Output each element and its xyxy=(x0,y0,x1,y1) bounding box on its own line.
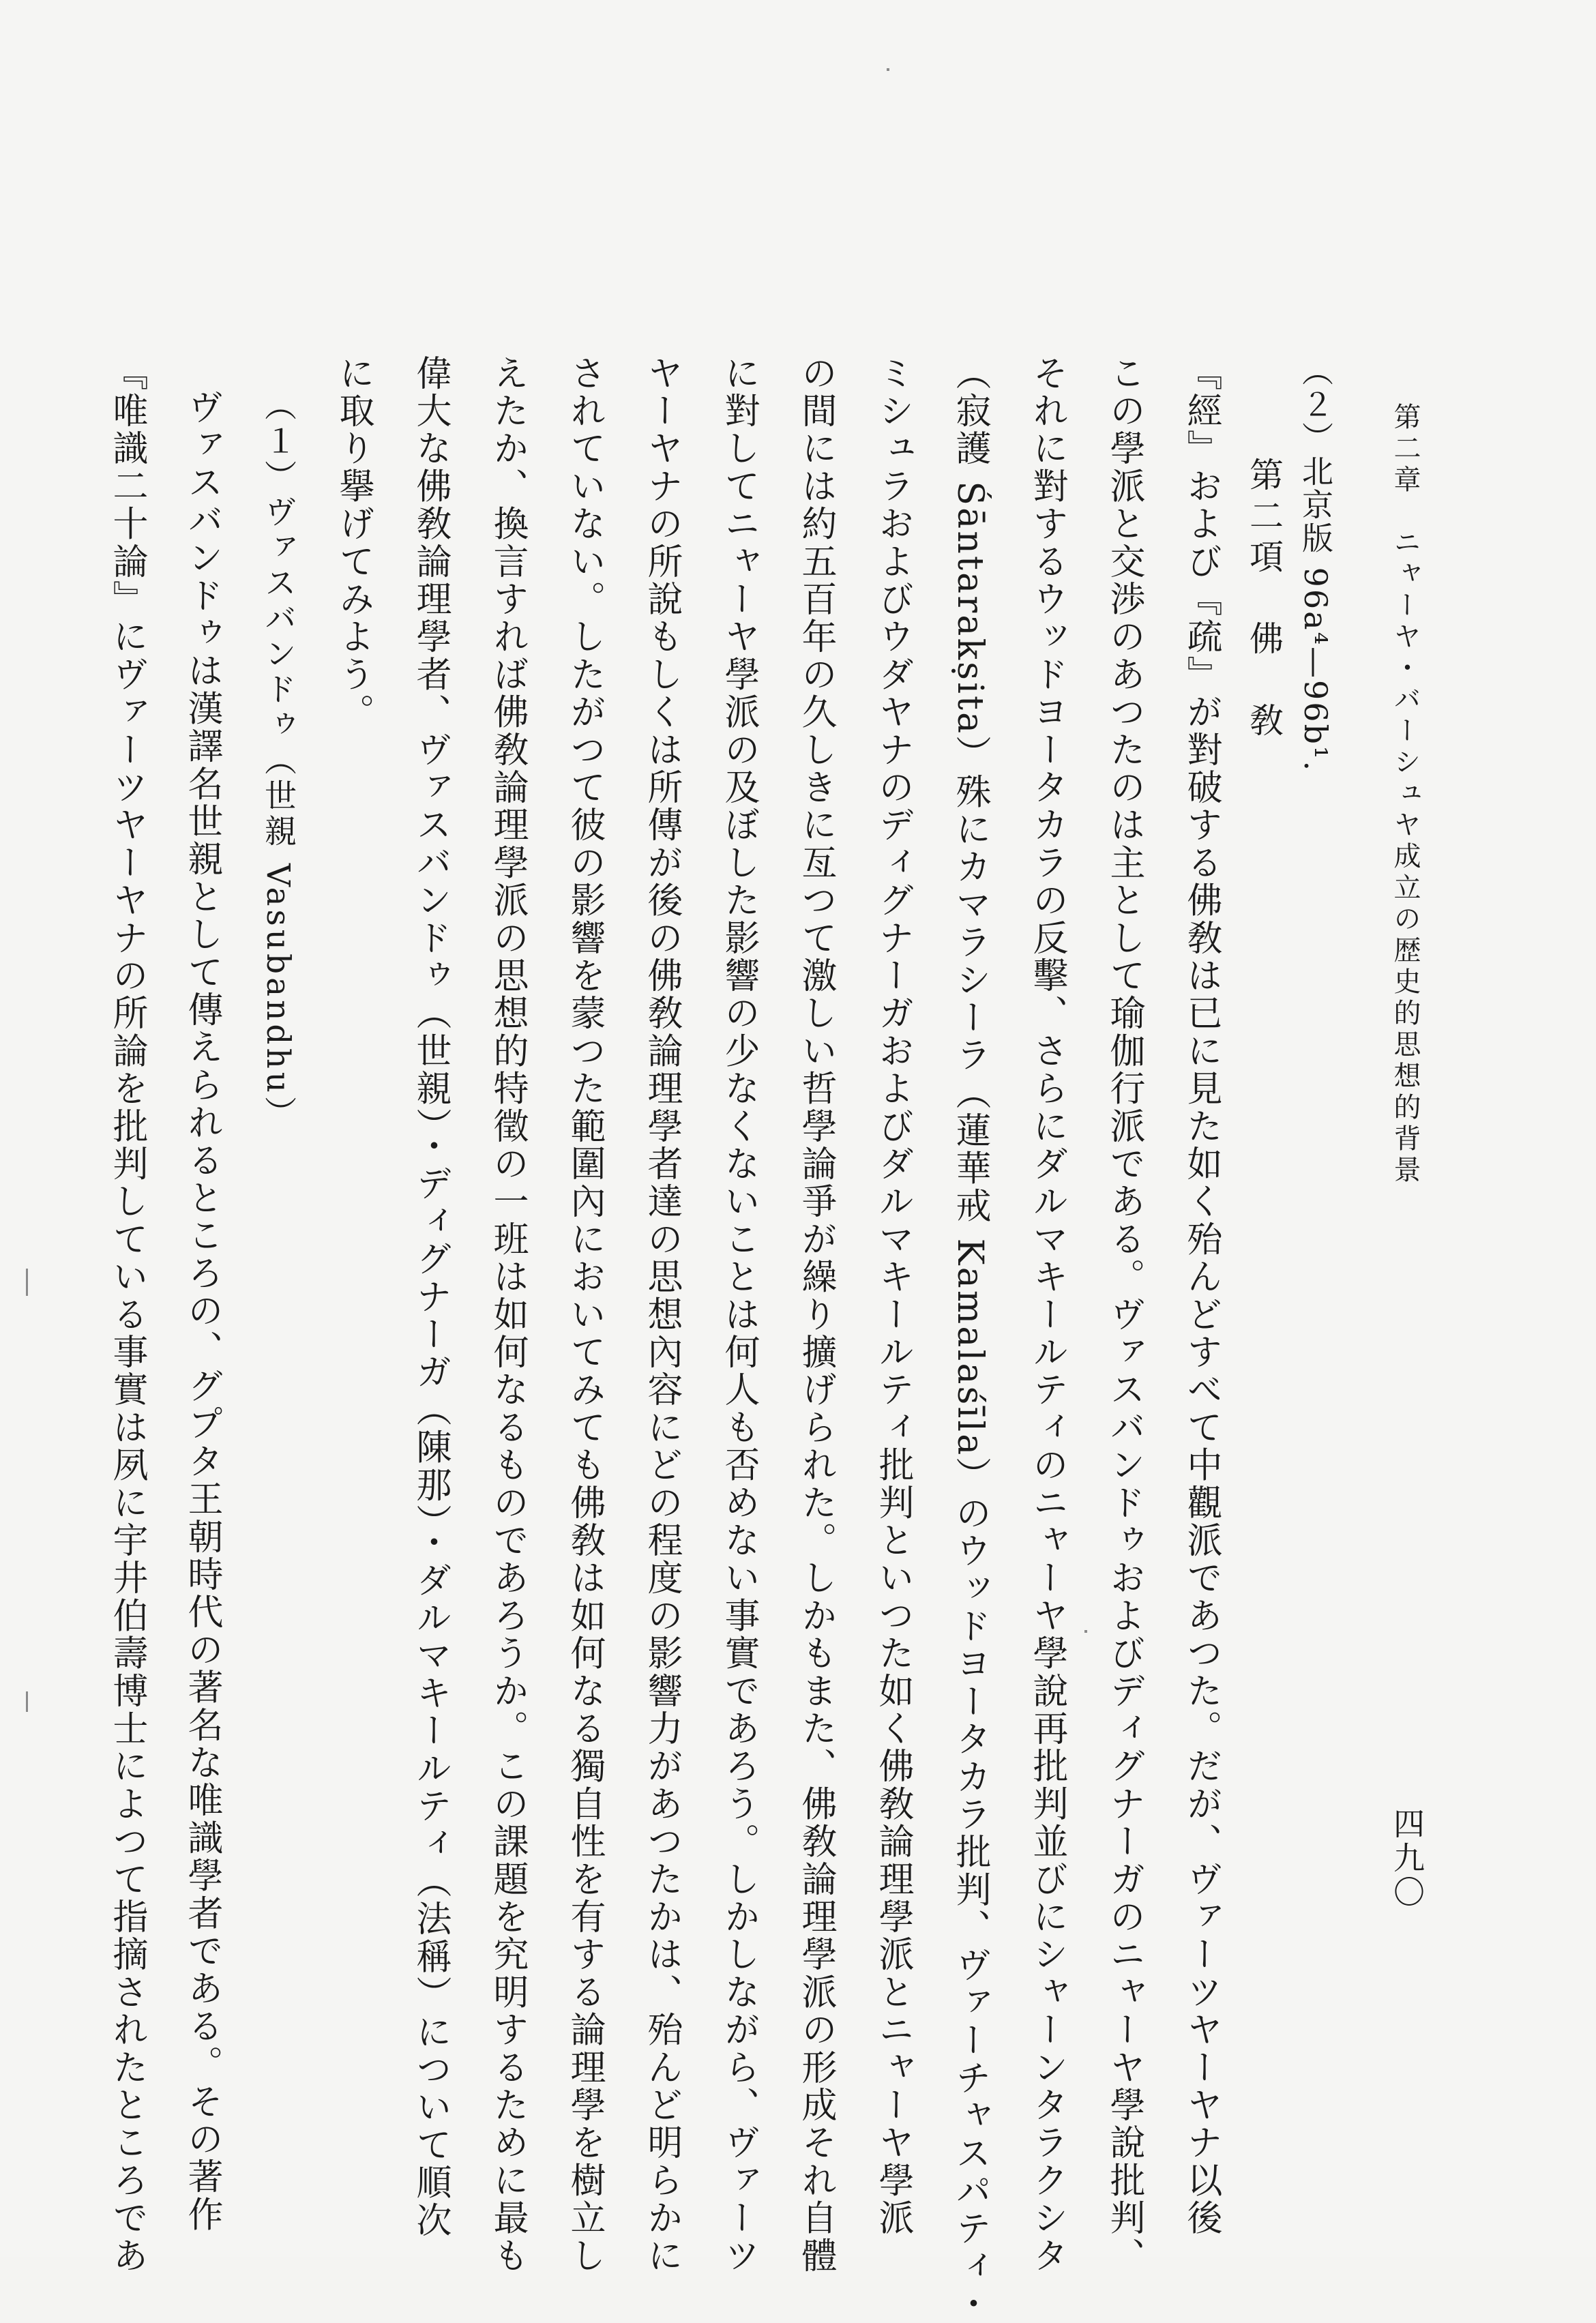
body-line: に取り擧げてみよう。 xyxy=(333,355,374,731)
body-line: の間には約五百年の久しきに亙つて激しい哲學論爭が繰り擴げられた。しかもまた、佛敎論理學派の形成それ自體 xyxy=(795,355,836,2275)
body-line: されていない。したがつて彼の影響を蒙つた範圍內においてみても佛敎は如何なる獨自性を有する論理學を樹立し xyxy=(564,355,605,2275)
body-line: 『經』および『疏』が對破する佛敎は已に見た如く殆んどすべて中觀派であつた。だが、ヴァーツヤーヤナ以後 xyxy=(1181,355,1222,2237)
body-line: ミシュラおよびウダヤナのディグナーガおよびダルマキールティ批判といつた如く佛敎論理學派とニャーヤ學派 xyxy=(872,355,913,2237)
body-line: それに對するウッドヨータカラの反擊、さらにダルマキールティのニャーヤ學說再批判並びにシャーンタラクシタ xyxy=(1026,355,1067,2275)
section-heading: 第二項 佛 敎 xyxy=(1244,457,1284,743)
body-line: ヤーヤナの所說もしくは所傳が後の佛敎論理學者達の思想內容にどの程度の影響力があつたかは、殆んど明らかに xyxy=(641,355,682,2275)
body-line: えたか、換言すれば佛敎論理學派の思想的特徵の一班は如何なるものであろうか。この課題を究明するために最も xyxy=(487,355,528,2275)
subsection-heading: （１）ヴァスバンドゥ（世親 Vasubandhu） xyxy=(259,389,297,1131)
body-line: 偉大な佛敎論理學者、ヴァスバンドゥ（世親）・ディグナーガ（陳那）・ダルマキールティ（法稱）について順次 xyxy=(410,355,451,2240)
body-line: 『唯識二十論』にヴァーツヤーヤナの所論を批判している事實は夙に宇井伯壽博士によつて指摘されたところであ xyxy=(106,355,147,2275)
footnote: （２）北京版 96a⁴—96b¹. xyxy=(1297,355,1334,773)
body-line: に對してニャーヤ學派の及ぼした影響の少なくないことは何人も否めない事實であろう。しかしながら、ヴァーツ xyxy=(718,355,759,2275)
page-number: 四九〇 xyxy=(1389,1807,1425,1910)
body-line: ヴァスバンドゥは漢譯名世親として傳えられるところの、グプタ王朝時代の著名な唯識學者である。その著作 xyxy=(181,389,222,2234)
scan-speck xyxy=(1084,1630,1087,1633)
body-line: この學派と交渉のあつたのは主として瑜伽行派である。ヴァスバンドゥおよびディグナーガのニャーヤ學說批判、 xyxy=(1104,355,1144,2275)
scan-speck xyxy=(26,1269,28,1296)
scan-speck xyxy=(887,68,889,71)
body-line: （寂護 Śāntarakṣita）殊にカマラシーラ（蓮華戒 Kamalaśīla）のウッドヨータカラ批判、ヴァーチャスパティ・ xyxy=(949,355,990,2323)
scan-speck xyxy=(26,1691,28,1712)
running-header: 第二章 ニャーヤ・バーシュヤ成立の歴史的思想的背景 xyxy=(1389,402,1421,1187)
